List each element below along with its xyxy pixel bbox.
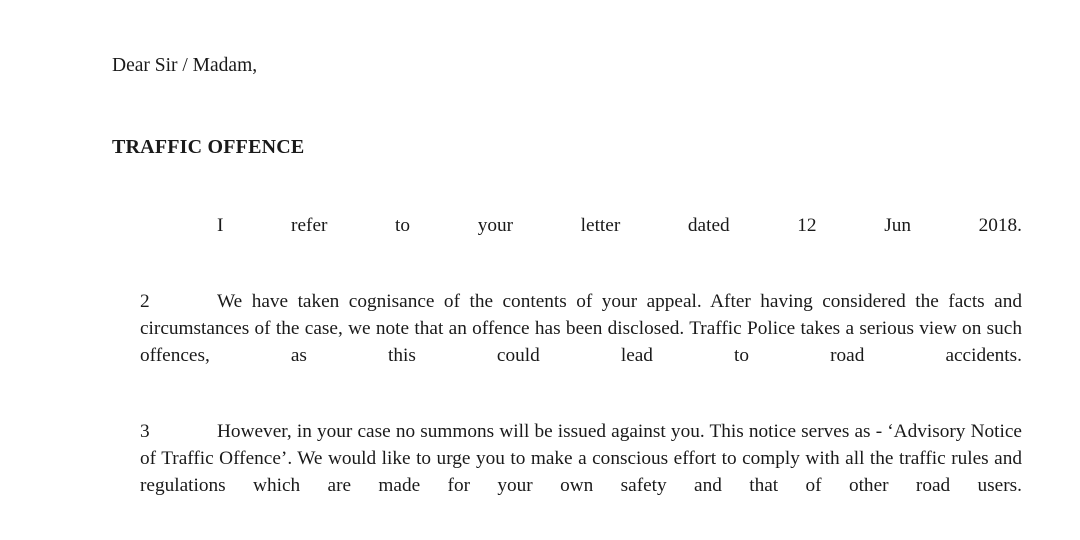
paragraph-opening xyxy=(140,212,1022,266)
document-body xyxy=(140,212,1022,526)
document-heading: TRAFFIC OFFENCE xyxy=(112,136,305,158)
salutation: Dear Sir / Madam, xyxy=(112,55,258,76)
paragraph-number: 3 xyxy=(140,421,150,442)
paragraph-2 xyxy=(140,288,1022,396)
paragraph-3 xyxy=(140,418,1022,526)
paragraph-text: We have taken cognisance of the contents of your appeal. After having considered the facts and circumstances of the case, we note that an offence has been disclosed. Traffic Police takes a serious view on such offences, as this could lead to road accidents. xyxy=(140,291,1022,366)
paragraph-number: 2 xyxy=(140,291,150,312)
paragraph-text: However, in your case no summons will be issued against you. This notice serves as - ‘Advisory Notice of Traffic Offence’. We would like to urge you to make a conscious effort to comply with all the traffic rules and regulations which are made for your own safety and that of other road users. xyxy=(140,421,1022,496)
paragraph-text: I refer to your letter dated 12 Jun 2018. xyxy=(217,215,1022,236)
